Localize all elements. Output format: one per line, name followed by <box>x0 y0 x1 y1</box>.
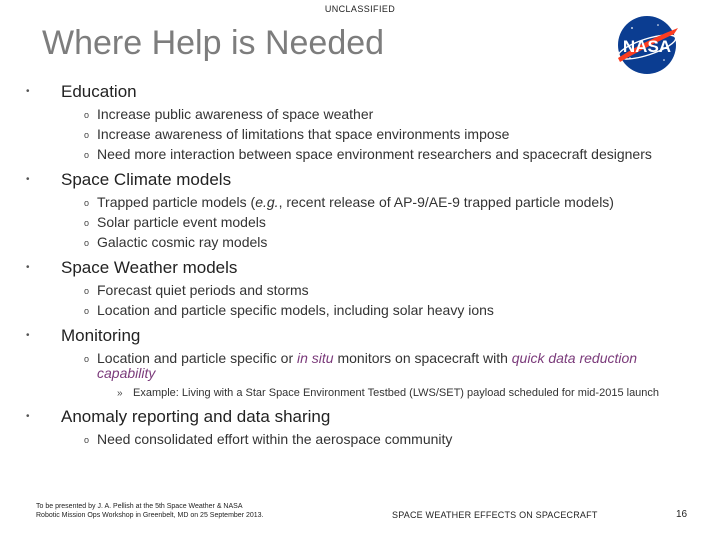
circle-bullet-icon: o <box>84 238 90 248</box>
circle-bullet-icon: o <box>84 130 90 140</box>
bullet-space-climate <box>26 169 686 190</box>
slide-title: Where Help is Needed <box>42 24 385 62</box>
circle-bullet-icon: o <box>84 198 90 208</box>
footer-title: SPACE WEATHER EFFECTS ON SPACECRAFT <box>392 510 598 520</box>
sub-list-item: » Example: Living with a Star Space Environment Testbed (LWS/SET) payload scheduled for mid-2015 launch <box>117 387 660 399</box>
list-item: o Increase public awareness of space weather <box>84 106 374 122</box>
footer-presenter-note: To be presented by J. A. Pellish at the 5th Space Weather & NASA Robotic Mission Ops Workshop in Greenbelt, MD on 25 September 2013. <box>36 503 264 519</box>
bullet-education <box>26 81 686 102</box>
list-item: o Solar particle event models <box>84 214 266 230</box>
circle-bullet-icon: o <box>84 286 90 296</box>
section-heading: Anomaly reporting and data sharing <box>61 407 331 426</box>
section-heading: Monitoring <box>61 326 141 345</box>
classification-banner: UNCLASSIFIED <box>324 4 396 14</box>
bullet-dot-icon: • <box>26 86 30 97</box>
section-heading: Space Weather models <box>61 258 238 277</box>
list-item: o Location and particle specific or in situ monitors on spacecraft with quick data reduction capability <box>84 350 638 381</box>
nasa-meatball-icon <box>612 14 682 76</box>
bullet-anomaly-reporting <box>26 406 686 427</box>
list-item: o Galactic cosmic ray models <box>84 234 268 250</box>
nasa-logo <box>612 14 682 76</box>
svg-text:NASA: NASA <box>622 37 672 56</box>
list-item: o Location and particle specific models, including solar heavy ions <box>84 302 494 318</box>
bullet-dot-icon: • <box>26 174 30 185</box>
section-heading: Education <box>61 82 137 101</box>
bullet-dot-icon: • <box>26 262 30 273</box>
list-item: o Trapped particle models (e.g., recent release of AP-9/AE-9 trapped particle models) <box>84 194 614 210</box>
circle-bullet-icon: o <box>84 354 90 364</box>
circle-bullet-icon: o <box>84 306 90 316</box>
list-item: o Forecast quiet periods and storms <box>84 282 309 298</box>
circle-bullet-icon: o <box>84 150 90 160</box>
list-item: o Need consolidated effort within the aerospace community <box>84 431 453 447</box>
section-heading: Space Climate models <box>61 170 232 189</box>
bullet-monitoring <box>26 325 686 346</box>
circle-bullet-icon: o <box>84 110 90 120</box>
list-item: o Increase awareness of limitations that space environments impose <box>84 126 510 142</box>
page-number: 16 <box>676 509 688 520</box>
bullet-space-weather <box>26 257 686 278</box>
circle-bullet-icon: o <box>84 218 90 228</box>
circle-bullet-icon: o <box>84 435 90 445</box>
slide-content <box>26 74 686 449</box>
bullet-dot-icon: • <box>26 330 30 341</box>
list-item: o Need more interaction between space environment researchers and spacecraft designers <box>84 146 652 162</box>
bullet-dot-icon: • <box>26 411 30 422</box>
chevron-bullet-icon: » <box>117 388 123 399</box>
